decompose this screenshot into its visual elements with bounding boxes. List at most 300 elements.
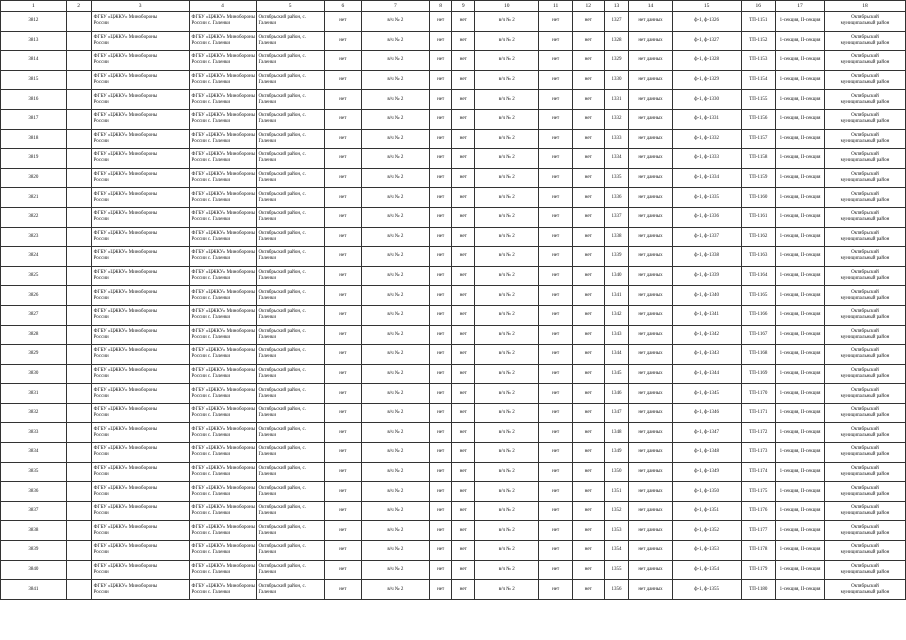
cell-line: России xyxy=(93,138,109,144)
cell-line: Октябрьский район, с. xyxy=(258,113,307,119)
table-cell: 1-секция, II-секция xyxy=(776,580,825,600)
table-cell xyxy=(824,188,905,208)
table-cell: нет xyxy=(539,560,573,580)
cell-line: ФГБУ «ЦЖКУ» Минобороны xyxy=(93,465,158,471)
table-cell xyxy=(189,70,256,90)
table-cell: 1331 xyxy=(604,90,629,110)
table-cell: нет xyxy=(429,384,452,404)
cell-line: ФГБУ «ЦЖКУ» Минобороны xyxy=(191,328,256,334)
cell-line: Октябрьский район, с. xyxy=(258,152,307,158)
cell-line: ФГБУ «ЦЖКУ» Минобороны xyxy=(191,544,256,550)
table-cell: 3839 xyxy=(1,541,67,561)
cell-line: Октябрьский район, с. xyxy=(258,367,307,373)
table-cell: нет данных xyxy=(629,109,672,129)
table-cell xyxy=(824,266,905,286)
table-cell: в/ч № 2 xyxy=(475,423,539,443)
cell-line: России xyxy=(93,354,109,360)
table-cell: в/ч № 2 xyxy=(475,286,539,306)
table-cell: 3840 xyxy=(1,560,67,580)
cell-line: России с. Галенки xyxy=(191,256,231,262)
table-cell xyxy=(256,325,324,345)
table-cell: ф-1, ф-1341 xyxy=(672,305,741,325)
table-cell: в/ч № 2 xyxy=(475,521,539,541)
table-cell: в/ч № 2 xyxy=(475,247,539,267)
table-cell: нет xyxy=(429,168,452,188)
table-cell xyxy=(189,149,256,169)
table-cell xyxy=(66,12,91,32)
table-cell: в/ч № 2 xyxy=(475,188,539,208)
table-cell: в/ч № 2 xyxy=(361,12,429,32)
table-cell: нет xyxy=(324,286,361,306)
cell-line: России с. Галенки xyxy=(191,197,231,203)
table-cell xyxy=(256,384,324,404)
cell-line: Октябрьский xyxy=(851,505,879,511)
table-cell: ф-1, ф-1355 xyxy=(672,580,741,600)
cell-line: ФГБУ «ЦЖКУ» Минобороны xyxy=(93,309,158,315)
table-cell: в/ч № 2 xyxy=(475,580,539,600)
cell-line: ФГБУ «ЦЖКУ» Минобороны xyxy=(191,583,256,589)
column-header: 14 xyxy=(629,1,672,12)
table-cell: 1-секция, II-секция xyxy=(776,31,825,51)
table-cell: в/ч № 2 xyxy=(361,129,429,149)
cell-line: России с. Галенки xyxy=(191,393,231,399)
table-cell xyxy=(256,521,324,541)
table-cell: в/ч № 2 xyxy=(361,31,429,51)
cell-line: муниципальный район xyxy=(840,40,890,46)
table-cell: в/ч № 2 xyxy=(475,266,539,286)
table-row xyxy=(1,501,906,521)
table-cell xyxy=(66,423,91,443)
table-cell: нет данных xyxy=(629,384,672,404)
table-cell: нет xyxy=(452,345,475,365)
cell-line: ФГБУ «ЦЖКУ» Минобороны xyxy=(191,93,256,99)
table-cell: в/ч № 2 xyxy=(475,462,539,482)
cell-line: Октябрьский xyxy=(851,328,879,334)
table-cell: ф-1, ф-1330 xyxy=(672,90,741,110)
table-cell: нет данных xyxy=(629,286,672,306)
table-cell: 1-секция, II-секция xyxy=(776,560,825,580)
table-cell: нет xyxy=(429,90,452,110)
cell-line: ФГБУ «ЦЖКУ» Минобороны xyxy=(93,211,158,217)
table-cell: 3827 xyxy=(1,305,67,325)
table-cell xyxy=(256,51,324,71)
table-cell: 1345 xyxy=(604,364,629,384)
cell-line: России с. Галенки xyxy=(191,315,231,321)
table-cell: 3814 xyxy=(1,51,67,71)
table-cell: нет xyxy=(452,247,475,267)
table-cell: ф-1, ф-1351 xyxy=(672,501,741,521)
table-cell: 1330 xyxy=(604,70,629,90)
table-cell xyxy=(66,51,91,71)
cell-line: ФГБУ «ЦЖКУ» Минобороны xyxy=(93,113,158,119)
table-cell: в/ч № 2 xyxy=(475,325,539,345)
table-cell xyxy=(189,443,256,463)
table-cell: 1338 xyxy=(604,227,629,247)
cell-line: ФГБУ «ЦЖКУ» Минобороны xyxy=(93,563,158,569)
table-cell: 3813 xyxy=(1,31,67,51)
table-cell: ф-1, ф-1329 xyxy=(672,70,741,90)
table-cell: нет xyxy=(539,403,573,423)
cell-line: России xyxy=(93,178,109,184)
column-header: 9 xyxy=(452,1,475,12)
cell-line: России с. Галенки xyxy=(191,138,231,144)
table-cell: нет xyxy=(452,384,475,404)
cell-line: Галенки xyxy=(258,119,277,125)
table-cell: 1-секция, II-секция xyxy=(776,325,825,345)
cell-line: ФГБУ «ЦЖКУ» Минобороны xyxy=(93,407,158,413)
table-cell xyxy=(824,227,905,247)
table-cell xyxy=(91,325,189,345)
table-cell: нет xyxy=(429,325,452,345)
cell-line: России xyxy=(93,217,109,223)
table-row xyxy=(1,462,906,482)
table-cell xyxy=(189,580,256,600)
table-row xyxy=(1,266,906,286)
table-cell xyxy=(91,227,189,247)
cell-line: Октябрьский xyxy=(851,211,879,217)
table-cell: нет xyxy=(429,149,452,169)
table-cell: 1-секция, II-секция xyxy=(776,168,825,188)
cell-line: Октябрьский район, с. xyxy=(258,583,307,589)
table-cell: 1340 xyxy=(604,266,629,286)
cell-line: Октябрьский район, с. xyxy=(258,309,307,315)
table-cell: ф-1, ф-1345 xyxy=(672,384,741,404)
table-cell: в/ч № 2 xyxy=(475,12,539,32)
table-cell xyxy=(189,129,256,149)
cell-line: ФГБУ «ЦЖКУ» Минобороны xyxy=(191,191,256,197)
cell-line: Октябрьский район, с. xyxy=(258,54,307,60)
table-cell: 1-секция, II-секция xyxy=(776,305,825,325)
table-cell xyxy=(256,70,324,90)
table-cell xyxy=(66,560,91,580)
cell-line: муниципальный район xyxy=(840,276,890,282)
table-cell: нет xyxy=(324,305,361,325)
table-cell: в/ч № 2 xyxy=(475,168,539,188)
table-cell xyxy=(189,286,256,306)
table-cell: 1351 xyxy=(604,482,629,502)
table-cell: в/ч № 2 xyxy=(361,286,429,306)
table-row xyxy=(1,149,906,169)
table-cell xyxy=(824,325,905,345)
table-cell: 3818 xyxy=(1,129,67,149)
table-cell: нет xyxy=(572,580,604,600)
table-cell: ф-1, ф-1336 xyxy=(672,207,741,227)
cell-line: муниципальный район xyxy=(840,158,890,164)
table-cell: нет xyxy=(572,129,604,149)
table-cell xyxy=(256,560,324,580)
cell-line: Октябрьский xyxy=(851,113,879,119)
table-cell: нет xyxy=(572,521,604,541)
table-cell: нет xyxy=(429,462,452,482)
table-cell: в/ч № 2 xyxy=(361,305,429,325)
table-cell: нет xyxy=(452,286,475,306)
table-cell xyxy=(824,286,905,306)
table-cell xyxy=(824,305,905,325)
table-cell: нет данных xyxy=(629,305,672,325)
table-cell: нет данных xyxy=(629,521,672,541)
table-cell xyxy=(256,580,324,600)
table-cell: нет xyxy=(429,51,452,71)
table-cell: 1-секция, II-секция xyxy=(776,423,825,443)
cell-line: ФГБУ «ЦЖКУ» Минобороны xyxy=(191,505,256,511)
table-cell: нет xyxy=(429,364,452,384)
table-cell: 3838 xyxy=(1,521,67,541)
cell-line: муниципальный район xyxy=(840,138,890,144)
cell-line: ФГБУ «ЦЖКУ» Минобороны xyxy=(191,172,256,178)
table-cell xyxy=(824,403,905,423)
table-cell xyxy=(91,364,189,384)
table-row xyxy=(1,188,906,208)
table-cell: 3815 xyxy=(1,70,67,90)
table-cell xyxy=(91,462,189,482)
table-cell: нет xyxy=(572,70,604,90)
cell-line: России xyxy=(93,276,109,282)
table-cell: нет xyxy=(452,31,475,51)
table-cell: нет xyxy=(429,443,452,463)
table-cell: в/ч № 2 xyxy=(361,266,429,286)
cell-line: Октябрьский район, с. xyxy=(258,387,307,393)
cell-line: ФГБУ «ЦЖКУ» Минобороны xyxy=(93,54,158,60)
table-cell: ф-1, ф-1339 xyxy=(672,266,741,286)
table-cell xyxy=(66,325,91,345)
table-cell: нет xyxy=(324,423,361,443)
table-cell: ф-1, ф-1337 xyxy=(672,227,741,247)
table-cell xyxy=(91,580,189,600)
table-cell: 3820 xyxy=(1,168,67,188)
table-cell: ф-1, ф-1344 xyxy=(672,364,741,384)
cell-line: муниципальный район xyxy=(840,491,890,497)
table-cell: нет xyxy=(324,207,361,227)
table-cell xyxy=(256,90,324,110)
table-cell xyxy=(91,541,189,561)
table-cell: нет xyxy=(452,129,475,149)
table-cell: нет xyxy=(324,580,361,600)
table-cell xyxy=(91,51,189,71)
table-cell: ТП-1164 xyxy=(741,266,776,286)
table-cell xyxy=(189,462,256,482)
cell-line: ФГБУ «ЦЖКУ» Минобороны xyxy=(191,348,256,354)
cell-line: ФГБУ «ЦЖКУ» Минобороны xyxy=(93,544,158,550)
table-cell xyxy=(256,364,324,384)
table-cell xyxy=(824,462,905,482)
table-cell: нет xyxy=(452,149,475,169)
table-cell: нет данных xyxy=(629,364,672,384)
table-cell: нет данных xyxy=(629,443,672,463)
table-cell: нет xyxy=(572,266,604,286)
table-cell xyxy=(66,227,91,247)
table-cell: нет xyxy=(324,521,361,541)
table-cell xyxy=(189,31,256,51)
cell-line: ФГБУ «ЦЖКУ» Минобороны xyxy=(93,426,158,432)
cell-line: ФГБУ «ЦЖКУ» Минобороны xyxy=(93,505,158,511)
table-cell: нет xyxy=(452,325,475,345)
cell-line: ФГБУ «ЦЖКУ» Минобороны xyxy=(191,446,256,452)
cell-line: ФГБУ «ЦЖКУ» Минобороны xyxy=(191,407,256,413)
cell-line: Галенки xyxy=(258,452,277,458)
table-cell: 1336 xyxy=(604,188,629,208)
table-cell: нет xyxy=(324,51,361,71)
table-cell xyxy=(66,384,91,404)
table-cell xyxy=(91,345,189,365)
table-cell: нет данных xyxy=(629,168,672,188)
table-cell xyxy=(256,403,324,423)
table-cell: ф-1, ф-1331 xyxy=(672,109,741,129)
table-cell: нет данных xyxy=(629,423,672,443)
table-cell: ф-1, ф-1340 xyxy=(672,286,741,306)
table-cell: нет данных xyxy=(629,541,672,561)
cell-line: Галенки xyxy=(258,178,277,184)
cell-line: России xyxy=(93,452,109,458)
table-cell: нет xyxy=(324,90,361,110)
table-cell: нет xyxy=(324,501,361,521)
table-cell: в/ч № 2 xyxy=(475,541,539,561)
table-row xyxy=(1,109,906,129)
cell-line: Октябрьский xyxy=(851,270,879,276)
table-cell: 3841 xyxy=(1,580,67,600)
table-cell: 1333 xyxy=(604,129,629,149)
table-cell: нет xyxy=(572,560,604,580)
cell-line: ФГБУ «ЦЖКУ» Минобороны xyxy=(93,387,158,393)
table-cell: нет xyxy=(539,227,573,247)
table-cell: нет xyxy=(572,227,604,247)
table-cell xyxy=(256,423,324,443)
table-cell: нет xyxy=(452,364,475,384)
cell-line: муниципальный район xyxy=(840,550,890,556)
table-cell: 1347 xyxy=(604,403,629,423)
cell-line: Галенки xyxy=(258,217,277,223)
cell-line: ФГБУ «ЦЖКУ» Минобороны xyxy=(93,132,158,138)
cell-line: Галенки xyxy=(258,80,277,86)
cell-line: ФГБУ «ЦЖКУ» Минобороны xyxy=(191,426,256,432)
cell-line: муниципальный район xyxy=(840,589,890,595)
column-header: 3 xyxy=(91,1,189,12)
table-row xyxy=(1,286,906,306)
table-cell: 1-секция, II-секция xyxy=(776,70,825,90)
table-cell: 1349 xyxy=(604,443,629,463)
table-cell: 3828 xyxy=(1,325,67,345)
table-cell xyxy=(91,149,189,169)
table-cell: нет xyxy=(429,266,452,286)
table-cell: нет данных xyxy=(629,207,672,227)
table-cell: нет xyxy=(572,345,604,365)
table-cell: нет xyxy=(539,188,573,208)
cell-line: России xyxy=(93,80,109,86)
table-cell: нет xyxy=(429,286,452,306)
cell-line: России с. Галенки xyxy=(191,550,231,556)
cell-line: Галенки xyxy=(258,471,277,477)
table-row xyxy=(1,51,906,71)
cell-line: муниципальный район xyxy=(840,119,890,125)
table-cell: 1-секция, II-секция xyxy=(776,364,825,384)
table-cell: нет xyxy=(539,12,573,32)
table-cell: в/ч № 2 xyxy=(475,345,539,365)
table-cell xyxy=(66,70,91,90)
table-cell: 3833 xyxy=(1,423,67,443)
cell-line: Галенки xyxy=(258,99,277,105)
cell-line: Октябрьский район, с. xyxy=(258,132,307,138)
table-cell: в/ч № 2 xyxy=(361,70,429,90)
cell-line: Октябрьский район, с. xyxy=(258,172,307,178)
cell-line: Октябрьский xyxy=(851,15,879,21)
table-cell xyxy=(824,247,905,267)
cell-line: Октябрьский район, с. xyxy=(258,563,307,569)
cell-line: ФГБУ «ЦЖКУ» Минобороны xyxy=(191,250,256,256)
table-cell xyxy=(824,70,905,90)
table-cell: 3822 xyxy=(1,207,67,227)
cell-line: муниципальный район xyxy=(840,373,890,379)
table-cell: в/ч № 2 xyxy=(361,364,429,384)
table-cell: нет xyxy=(429,109,452,129)
cell-line: Октябрьский район, с. xyxy=(258,446,307,452)
table-cell xyxy=(189,541,256,561)
table-cell: 1-секция, II-секция xyxy=(776,286,825,306)
table-cell xyxy=(91,403,189,423)
column-header: 12 xyxy=(572,1,604,12)
table-cell: нет xyxy=(429,521,452,541)
table-cell: 1327 xyxy=(604,12,629,32)
cell-line: Октябрьский xyxy=(851,387,879,393)
table-cell: нет данных xyxy=(629,188,672,208)
table-cell: 1-секция, II-секция xyxy=(776,345,825,365)
table-cell: в/ч № 2 xyxy=(361,247,429,267)
table-cell: нет xyxy=(572,462,604,482)
table-cell: в/ч № 2 xyxy=(475,305,539,325)
cell-line: ФГБУ «ЦЖКУ» Минобороны xyxy=(93,524,158,530)
cell-line: Галенки xyxy=(258,334,277,340)
table-cell xyxy=(256,501,324,521)
table-cell: ТП-1176 xyxy=(741,501,776,521)
table-cell: нет xyxy=(539,129,573,149)
cell-line: муниципальный район xyxy=(840,569,890,575)
table-cell: в/ч № 2 xyxy=(475,31,539,51)
table-cell: нет данных xyxy=(629,580,672,600)
cell-line: Октябрьский xyxy=(851,426,879,432)
table-cell: 3817 xyxy=(1,109,67,129)
cell-line: ФГБУ «ЦЖКУ» Минобороны xyxy=(191,465,256,471)
table-cell xyxy=(189,423,256,443)
cell-line: Галенки xyxy=(258,197,277,203)
table-cell xyxy=(824,384,905,404)
table-cell: нет данных xyxy=(629,482,672,502)
table-cell: ТП-1162 xyxy=(741,227,776,247)
table-cell xyxy=(189,482,256,502)
table-cell: в/ч № 2 xyxy=(361,168,429,188)
table-cell: нет xyxy=(539,70,573,90)
table-cell: нет xyxy=(539,541,573,561)
table-cell: нет xyxy=(324,325,361,345)
table-cell: ф-1, ф-1348 xyxy=(672,443,741,463)
column-header: 6 xyxy=(324,1,361,12)
cell-line: Галенки xyxy=(258,158,277,164)
table-cell: 3821 xyxy=(1,188,67,208)
table-cell xyxy=(189,188,256,208)
table-cell xyxy=(824,541,905,561)
cell-line: муниципальный район xyxy=(840,295,890,301)
table-cell xyxy=(66,168,91,188)
cell-line: России с. Галенки xyxy=(191,236,231,242)
table-cell: нет xyxy=(572,168,604,188)
table-cell xyxy=(189,51,256,71)
table-cell: ф-1, ф-1326 xyxy=(672,12,741,32)
table-cell: ТП-1161 xyxy=(741,207,776,227)
column-header: 17 xyxy=(776,1,825,12)
cell-line: России xyxy=(93,491,109,497)
table-cell xyxy=(91,70,189,90)
table-cell: нет xyxy=(429,305,452,325)
cell-line: Галенки xyxy=(258,569,277,575)
cell-line: России с. Галенки xyxy=(191,589,231,595)
table-cell: ТП-1171 xyxy=(741,403,776,423)
